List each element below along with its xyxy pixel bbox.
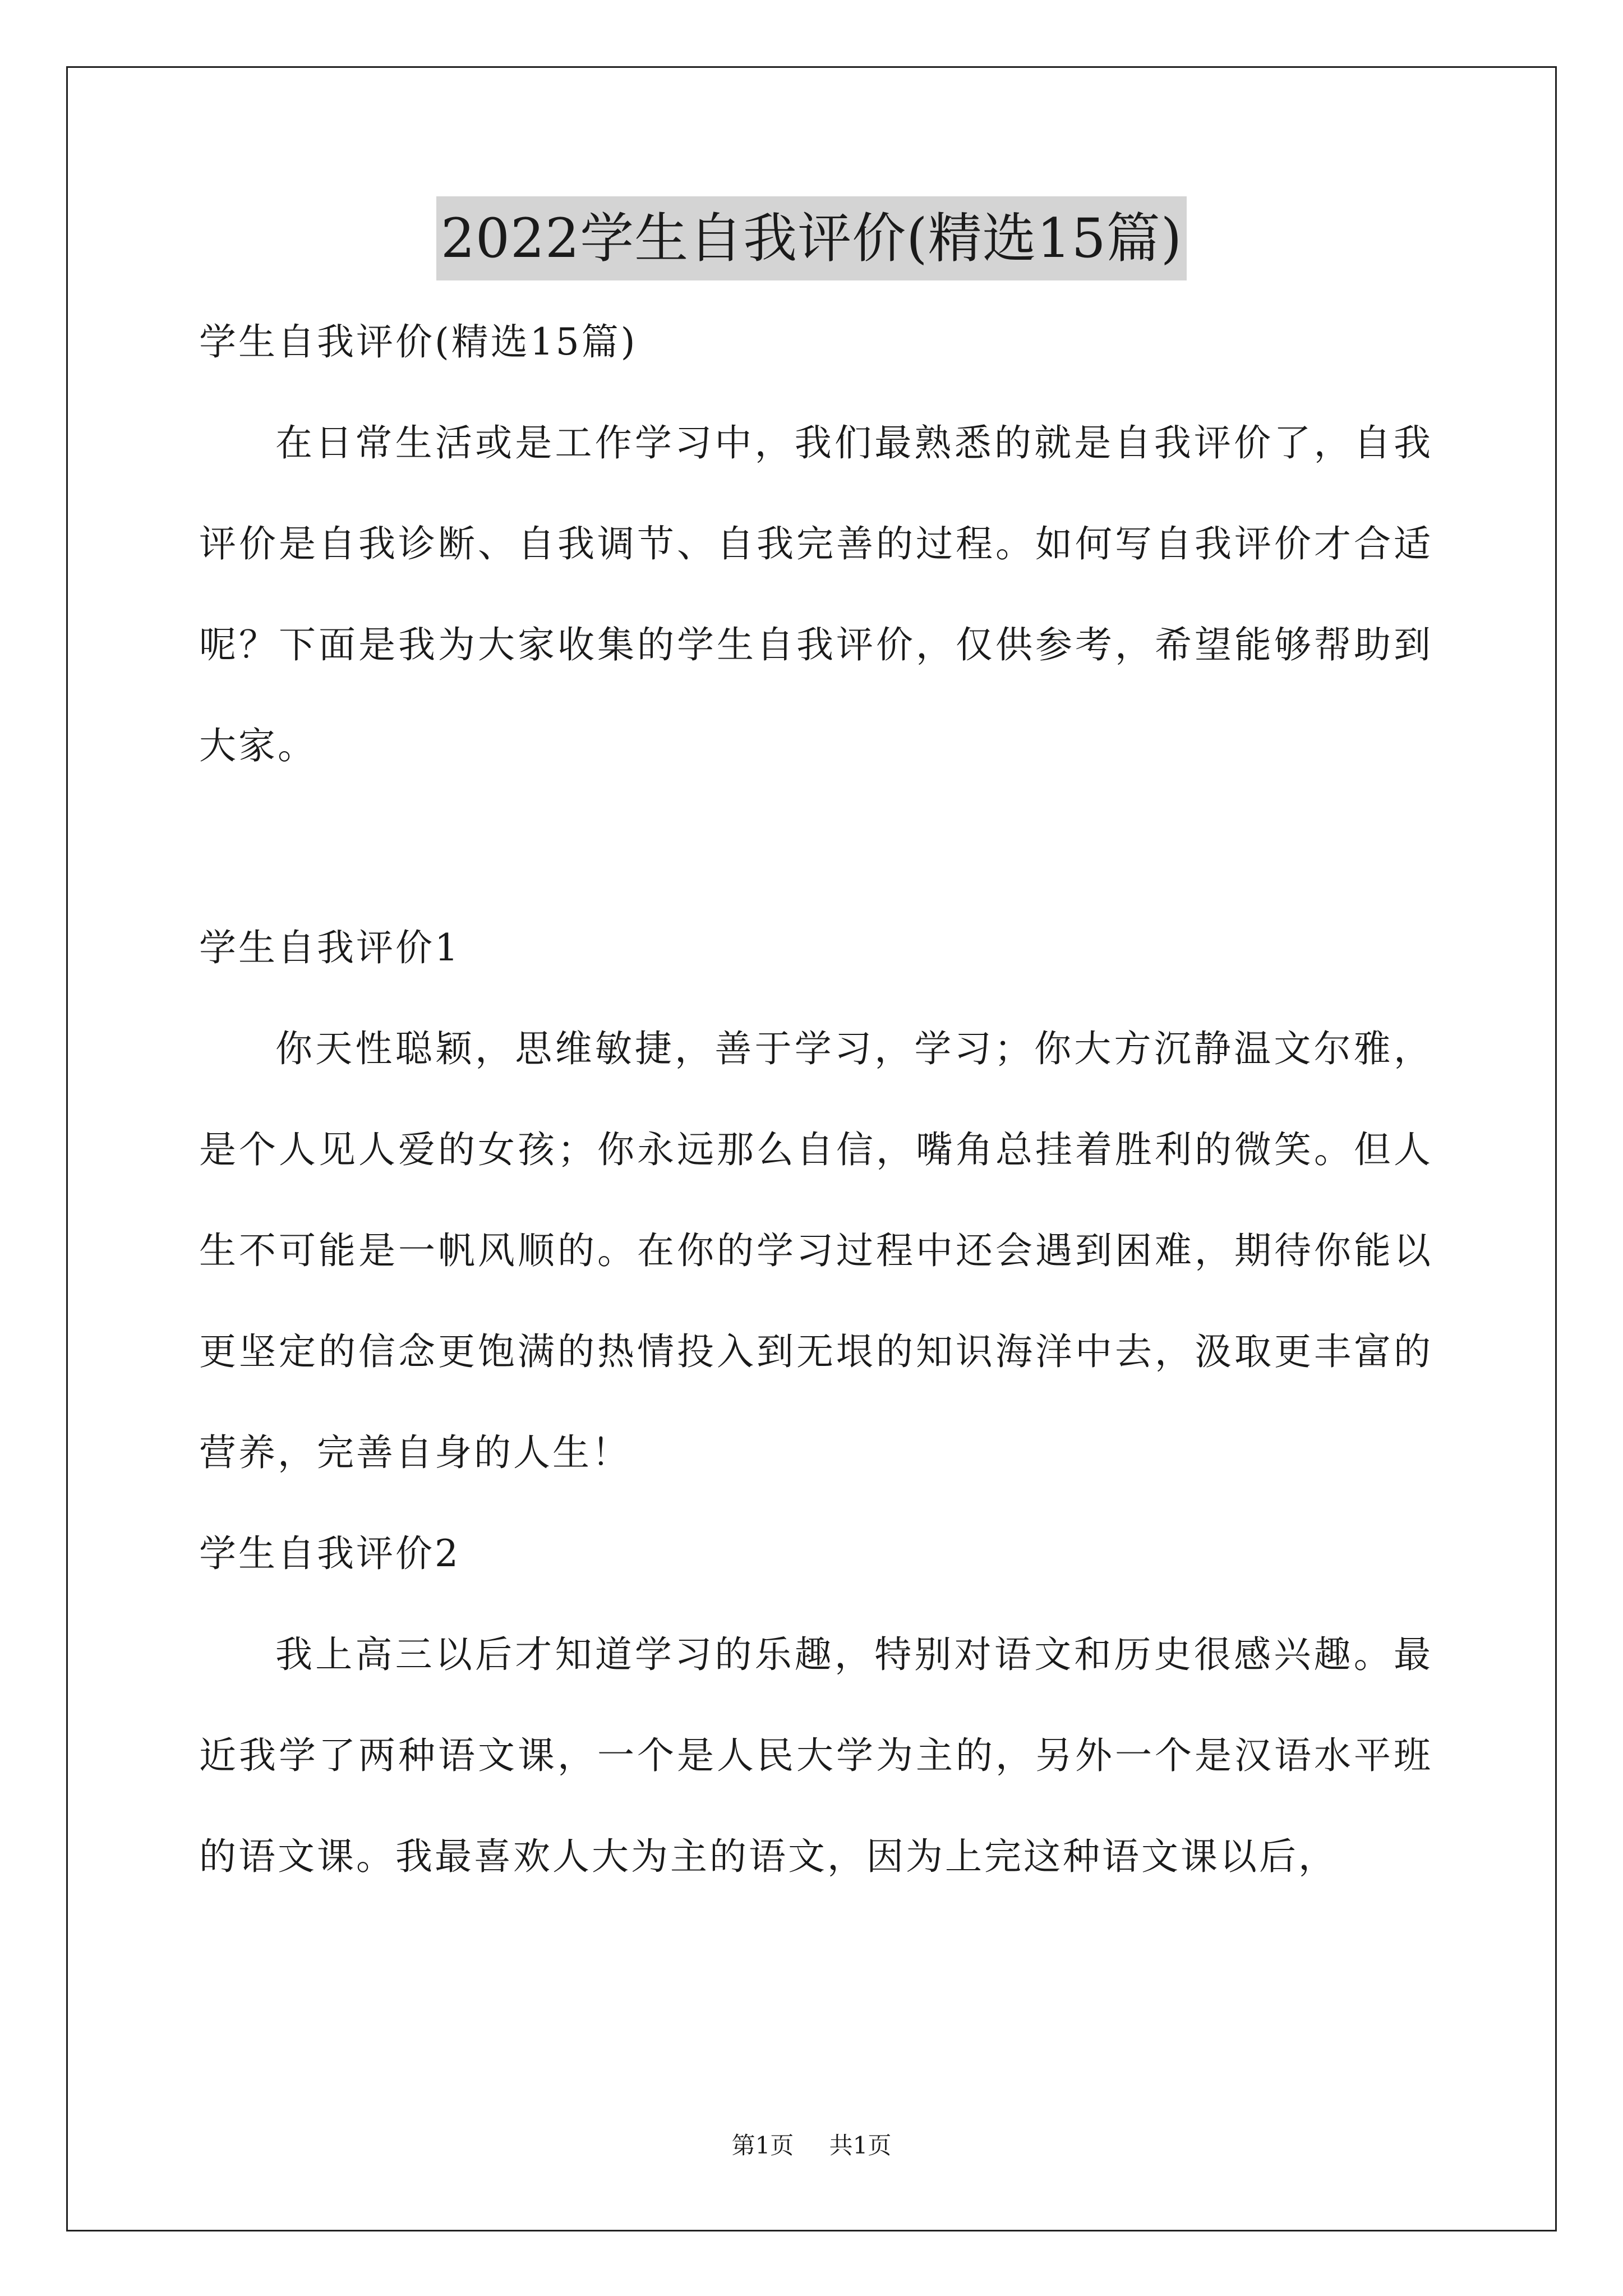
document-body — [199, 292, 1433, 1907]
document-title: 2022学生自我评价(精选15篇) — [436, 196, 1187, 280]
page-footer — [0, 2129, 1623, 2162]
title-area — [0, 196, 1623, 280]
section-spacer — [199, 797, 1433, 898]
section-heading-1: 学生自我评价1 — [199, 926, 460, 969]
section-body-1: 你天性聪颖，思维敏捷，善于学习，学习；你大方沉静温文尔雅，是个人见人爱的女孩；你永远那么自信，嘴角总挂着胜利的微笑。但人生不可能是一帆风顺的。在你的学习过程中还会遇到困难，期待你能以更坚定的信念更饱满的热情投入到无垠的知识海洋中去，汲取更丰富的营养，完善自身的人生！ — [199, 1027, 1433, 1474]
section-heading-2: 学生自我评价2 — [199, 1532, 460, 1575]
page-number-total: 共1页 — [829, 2132, 892, 2159]
document-subtitle: 学生自我评价(精选15篇) — [199, 320, 638, 364]
section-body-2: 我上高三以后才知道学习的乐趣，特别对语文和历史很感兴趣。最近我学了两种语文课，一个是人民大学为主的，另外一个是汉语水平班的语文课。我最喜欢人大为主的语文，因为上完这种语文课以后， — [199, 1633, 1433, 1878]
page-number-current: 第1页 — [731, 2132, 794, 2159]
intro-paragraph: 在日常生活或是工作学习中，我们最熟悉的就是自我评价了，自我评价是自我诊断、自我调节、自我完善的过程。如何写自我评价才合适呢？下面是我为大家收集的学生自我评价，仅供参考，希望能够帮助到大家。 — [199, 421, 1433, 767]
